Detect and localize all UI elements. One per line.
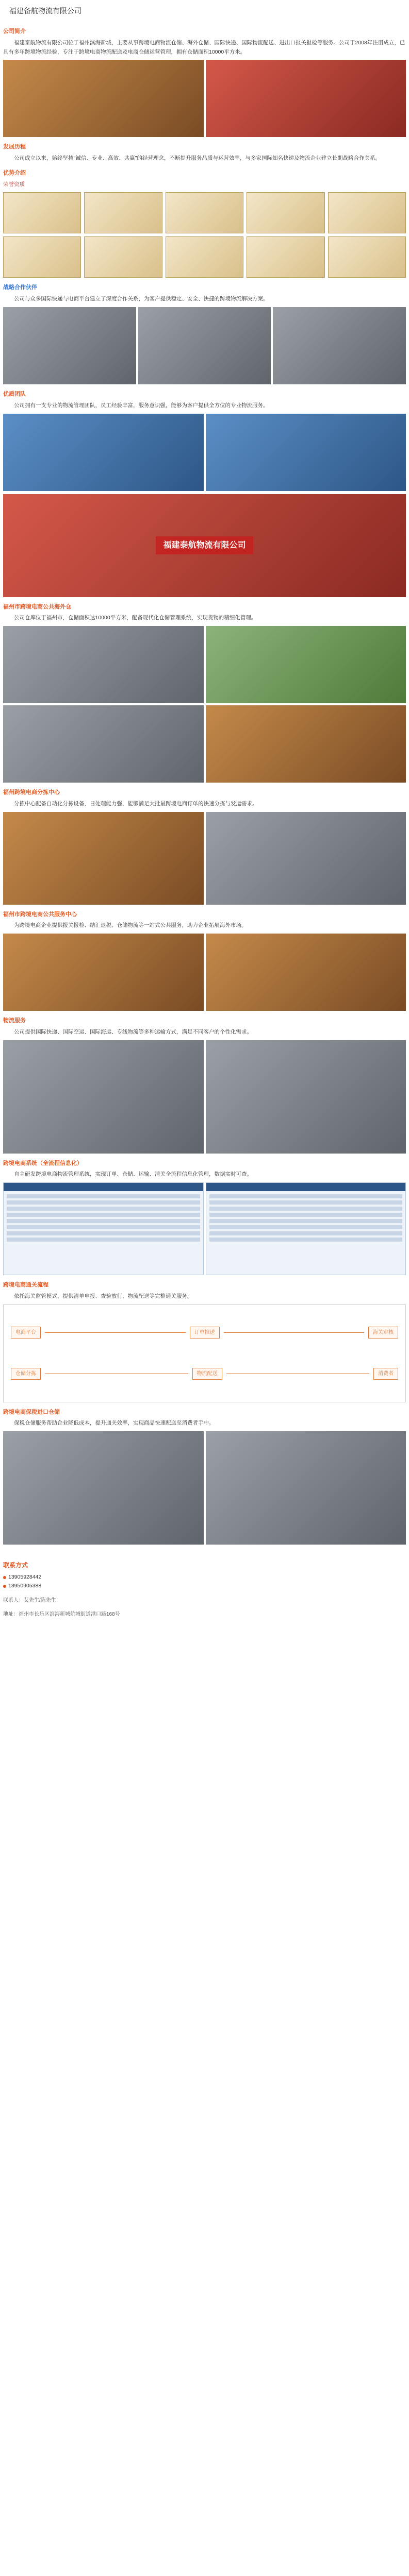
service-text: 为跨境电商企业提供报关报检、结汇退税、仓储物流等一站式公共服务，助力企业拓展海外市场。 <box>14 922 247 929</box>
system-text: 自主研发跨境电商物流管理系统，实现订单、仓储、运输、清关全流程信息化管理，数据实时可查。 <box>14 1171 252 1178</box>
warehouse-exterior-photo <box>206 626 406 703</box>
screenshot-rows <box>4 1191 203 1275</box>
loading-photo <box>206 1040 406 1154</box>
sorting-text: 分拣中心配备自动化分拣设备，日处理能力强，能够满足大批量跨境电商订单的快速分拣与发运需求。 <box>14 800 258 807</box>
logistics-heading: 物流服务 <box>3 1018 26 1024</box>
sorting-photo <box>3 812 204 905</box>
service-photos <box>3 934 406 1011</box>
advantage-heading: 优势介绍 <box>3 170 26 176</box>
contact-person: 联系人：艾先生/陈先生 <box>3 1598 56 1604</box>
certificate-image <box>328 192 406 233</box>
reception-photo <box>206 60 406 137</box>
visit-photo <box>273 307 406 384</box>
flow-row <box>11 1368 398 1380</box>
shelves-photo <box>3 705 204 783</box>
packing-photo <box>206 934 406 1011</box>
contact-address: 地址：福州市长乐区滨海新城航城街道港口路168号 <box>3 1612 120 1618</box>
certificate-image <box>328 236 406 278</box>
intro-heading: 公司简介 <box>3 28 26 35</box>
logistics-photos <box>3 1040 406 1154</box>
banner-label: 福建泰航物流有限公司 <box>156 536 253 554</box>
intro-photos <box>3 60 406 137</box>
certificate-grid <box>3 192 406 278</box>
team-heading: 优质团队 <box>3 391 26 397</box>
bonded-photos <box>3 1431 406 1545</box>
certificate-image <box>3 236 81 278</box>
certificate-image <box>166 236 243 278</box>
flow-node: 电商平台 <box>11 1327 41 1338</box>
contact-heading: 联系方式 <box>3 1562 28 1569</box>
page-title: 福建备航物流有限公司 <box>9 7 81 15</box>
contact-phone[interactable]: 13905928442 <box>8 1573 42 1580</box>
sorting-photos <box>3 812 406 905</box>
logistics-text: 公司提供国际快递、国际空运、国际海运、专线物流等多种运输方式，满足不同客户的个性化需求。 <box>14 1028 252 1035</box>
certificate-image <box>166 192 243 233</box>
contact-phone[interactable]: 13950905388 <box>8 1583 42 1589</box>
truck-photo <box>3 1040 204 1154</box>
flow-text: 依托海关监管模式，提供清单申报、查验放行、物流配送等完整通关服务。 <box>14 1293 193 1299</box>
screenshot-rows <box>206 1191 406 1275</box>
flow-node: 物流配送 <box>192 1368 222 1380</box>
bonded-shelves-photo <box>206 1431 406 1545</box>
staff-photo <box>206 414 406 491</box>
cooperation-text: 公司与众多国际快递与电商平台建立了深度合作关系，为客户提供稳定、安全、快捷的跨境物流解决方案。 <box>14 296 269 302</box>
certificate-image <box>3 192 81 233</box>
bonded-heading: 跨境电商保税进口仓储 <box>3 1409 60 1415</box>
screenshot-header <box>4 1183 203 1191</box>
contact-section <box>3 1560 406 1619</box>
service-heading: 福州市跨境电商公共服务中心 <box>3 911 77 918</box>
screenshot-header <box>206 1183 406 1191</box>
customs-flow-diagram <box>3 1304 406 1402</box>
bonded-warehouse-photo <box>3 1431 204 1545</box>
system-heading: 跨境电商系统（全流程信息化） <box>3 1160 83 1166</box>
office-photo <box>3 60 204 137</box>
certificate-image <box>84 236 162 278</box>
certificate-image <box>247 192 324 233</box>
signing-photo <box>138 307 271 384</box>
meeting-photo <box>3 307 136 384</box>
history-text: 公司成立以来，始终坚持"诚信、专业、高效、共赢"的经营理念，不断提升服务品质与运营效率，与多家国际知名快递及物流企业建立长期战略合作关系。 <box>14 155 381 162</box>
company-banner <box>3 494 406 597</box>
warehouse-photos-2 <box>3 705 406 783</box>
flow-arrow <box>224 1332 365 1333</box>
team-photo <box>3 414 204 491</box>
flow-node: 海关审核 <box>368 1327 398 1338</box>
system-screens <box>3 1182 406 1275</box>
flow-heading: 跨境电商通关流程 <box>3 1282 48 1289</box>
service-hall-photo <box>3 934 204 1011</box>
certificate-image <box>247 236 324 278</box>
cooperation-heading: 战略合作伙伴 <box>3 284 37 291</box>
team-photos <box>3 414 406 491</box>
warehouse-text: 公司仓库位于福州市，仓储面积达10000平方米，配备现代化仓储管理系统，实现货物的精细化管理。 <box>14 615 257 621</box>
intro-text: 福建泰航物流有限公司位于福州滨海新城，主要从事跨境电商物流仓储、海外仓储、国际快递、国际物流配送、进出口报关报检等服务。公司于2008年注册成立，已具有多年跨境物流经验，专注于跨境电商物流配送及电商仓储运营管理，拥有仓储面积10000平方米。 <box>3 39 405 55</box>
history-heading: 发展历程 <box>3 144 26 150</box>
bonded-text: 保税仓储服务帮助企业降低成本，提升通关效率，实现商品快速配送至消费者手中。 <box>14 1420 215 1427</box>
flow-node: 仓储分拣 <box>11 1368 41 1380</box>
bullet-dot-icon <box>3 1576 6 1579</box>
conveyor-photo <box>206 812 406 905</box>
flow-arrow <box>45 1332 186 1333</box>
flow-row <box>11 1327 398 1338</box>
contact-phone-row <box>3 1582 406 1591</box>
certificate-image <box>84 192 162 233</box>
cert-caption: 荣誉资质 <box>3 181 25 188</box>
cooperation-photos <box>3 307 406 384</box>
warehouse-heading: 福州市跨境电商公共海外仓 <box>3 603 71 610</box>
team-text: 公司拥有一支专业的物流管理团队，员工经验丰富，服务意识强，能够为客户提供全方位的专业物流服务。 <box>14 402 269 409</box>
sorting-heading: 福州跨境电商分拣中心 <box>3 789 60 796</box>
flow-node: 订单推送 <box>190 1327 220 1338</box>
bullet-dot-icon <box>3 1585 6 1588</box>
system-screenshot <box>3 1182 204 1275</box>
contact-phone-row <box>3 1573 406 1582</box>
flow-node: 消费者 <box>373 1368 398 1380</box>
warehouse-photo <box>3 626 204 703</box>
warehouse-photos <box>3 626 406 703</box>
system-screenshot <box>206 1182 406 1275</box>
goods-photo <box>206 705 406 783</box>
